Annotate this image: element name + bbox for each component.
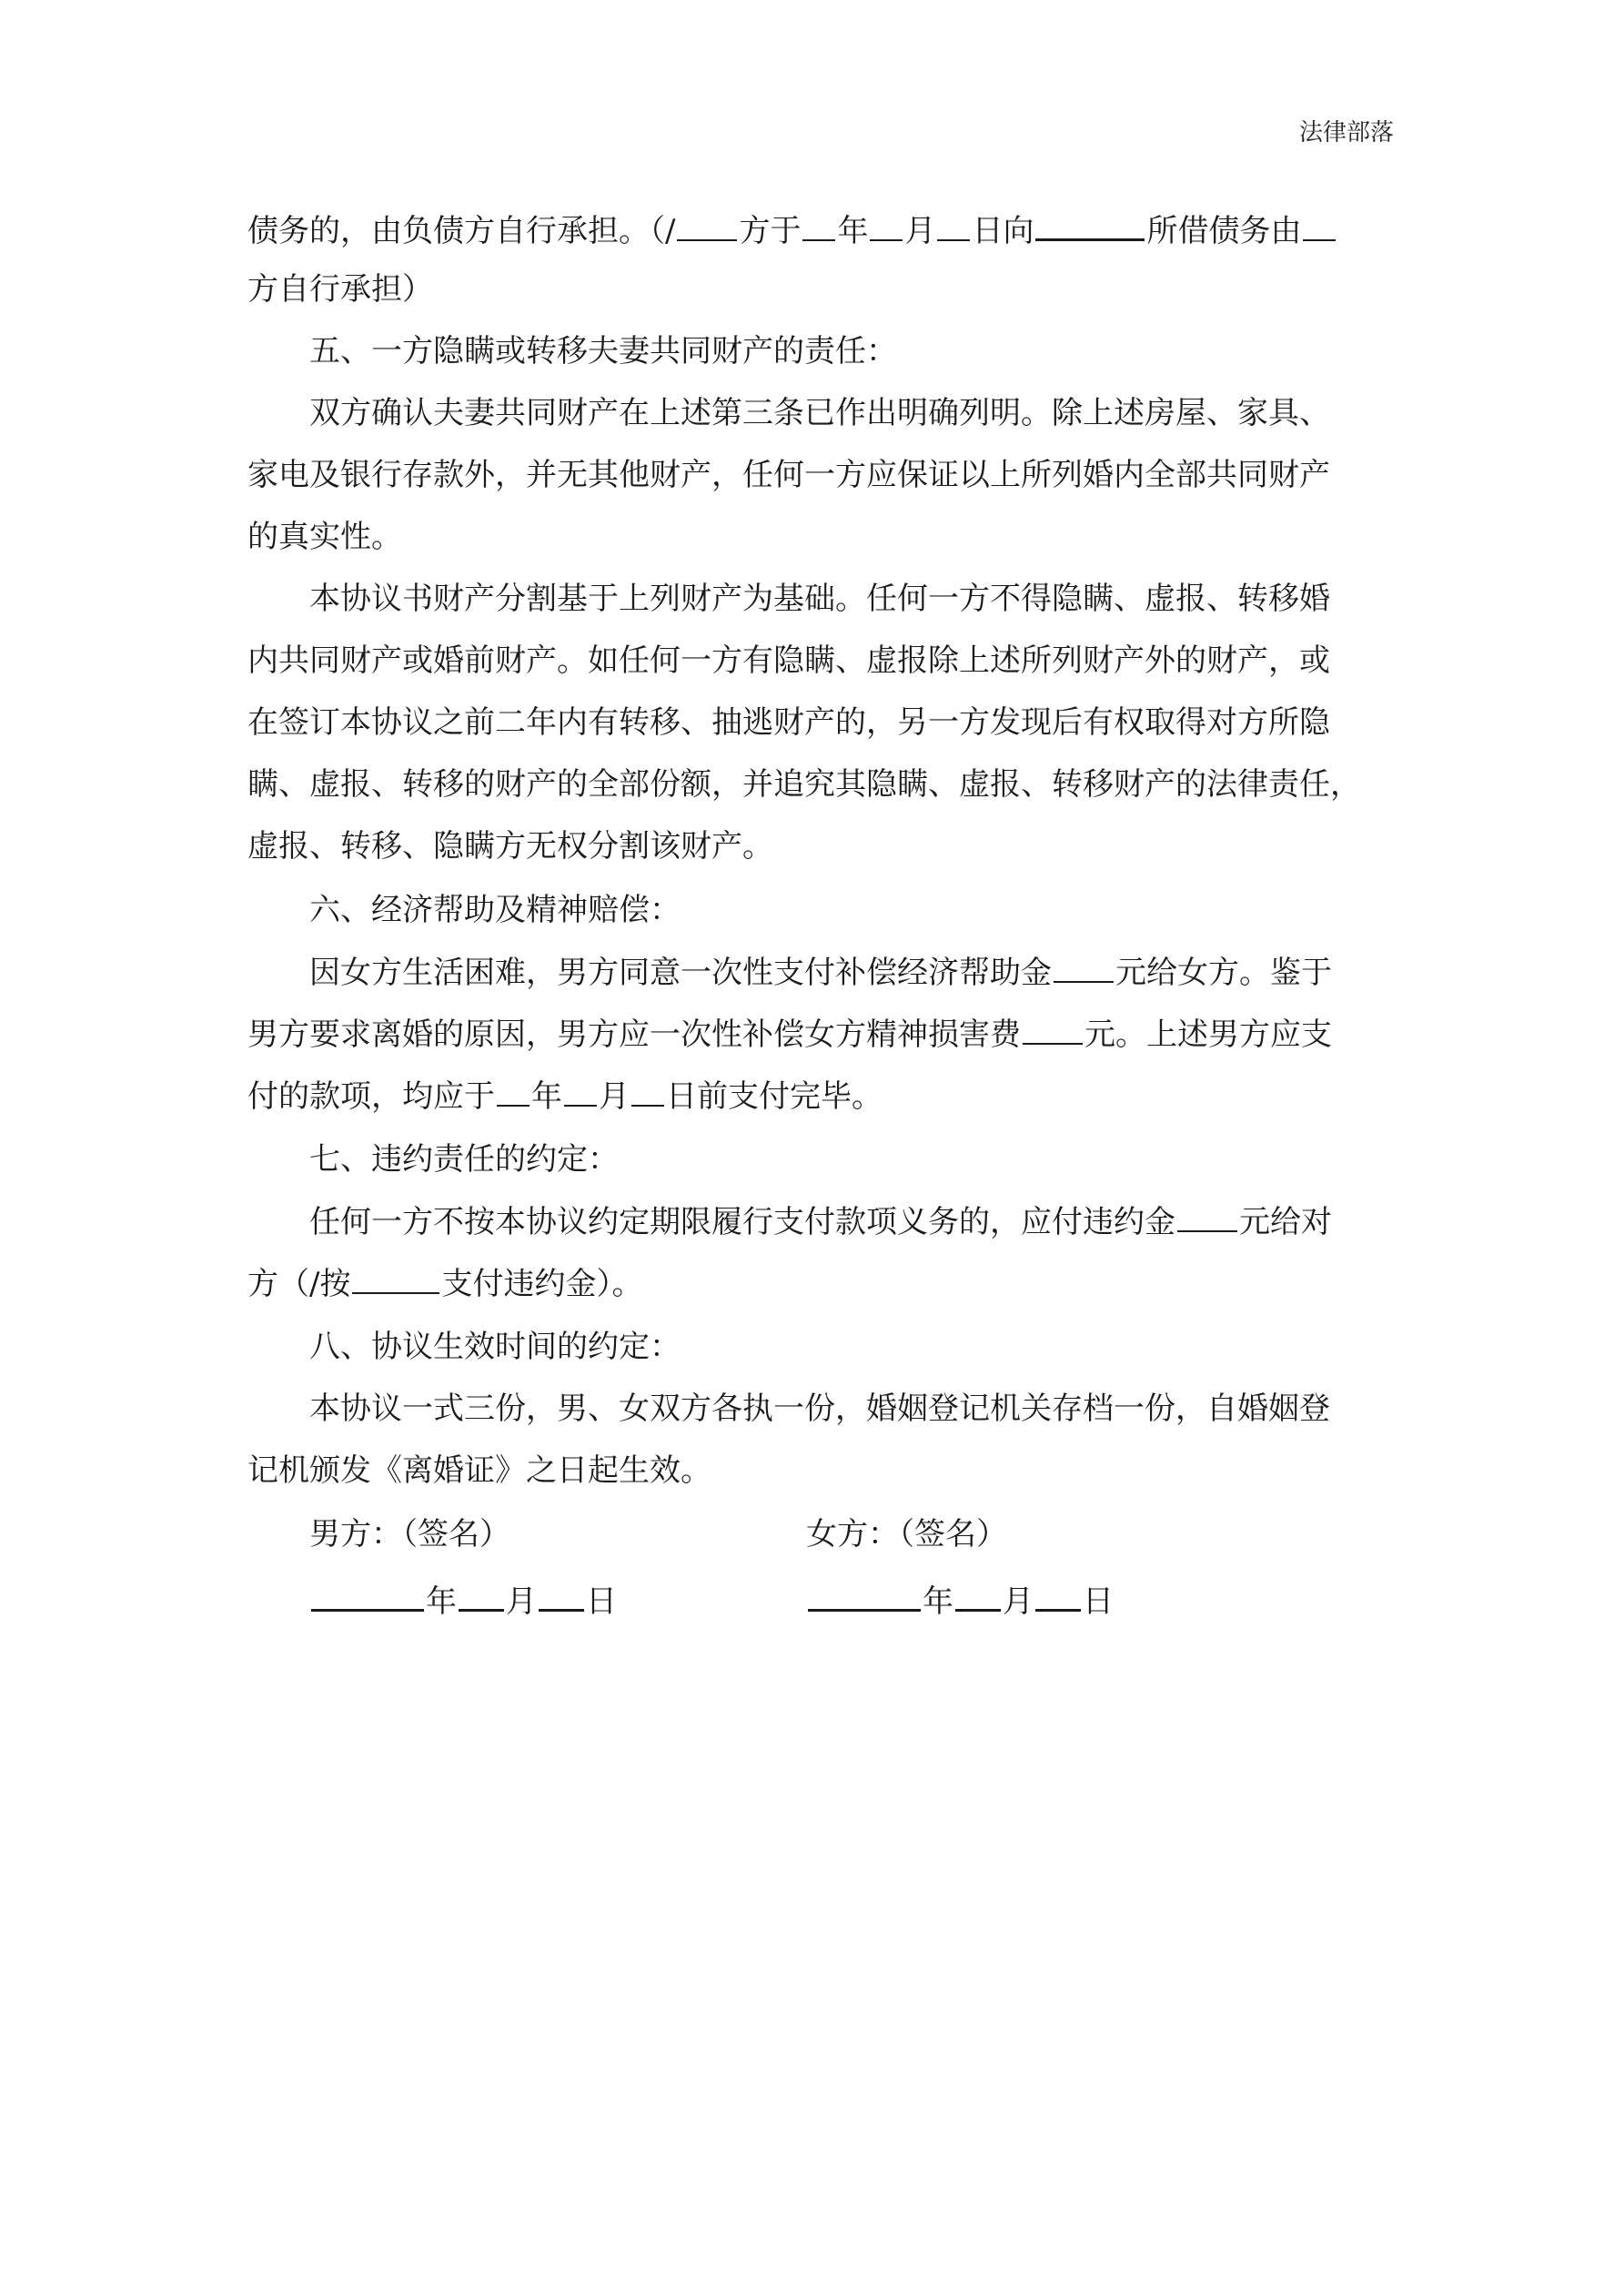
text-line: 付的款项，均应于 年 月 日前支付完毕。 <box>247 1078 883 1115</box>
text-line: 内共同财产或婚前财产。如任何一方有隐瞒、虚报除上述所列财产外的财产，或 <box>247 642 1330 679</box>
female-signature-label: 女方：（签名） <box>806 1516 1007 1553</box>
blank-field <box>1177 1203 1237 1232</box>
text-line: 瞒、虚报、转移的财产的全部份额，并追究其隐瞒、虚报、转移财产的法律责任， <box>247 766 1361 803</box>
blank-field <box>352 1265 439 1294</box>
blank-field <box>1035 211 1145 241</box>
blank-field <box>631 1077 664 1107</box>
text-line: 债务的，由负债方自行承担。（/ 方于 年 月 日向 所借债务由 <box>247 211 1337 249</box>
text-line: 记机颁发《离婚证》之日起生效。 <box>247 1452 711 1489</box>
section-heading-5: 五、一方隐瞒或转移夫妻共同财产的责任： <box>309 333 897 369</box>
blank-field <box>1035 1582 1081 1612</box>
female-signature-date: 年 月 日 <box>806 1582 1114 1620</box>
blank-field <box>539 1582 584 1612</box>
blank-field <box>497 1077 530 1107</box>
text-line: 本协议书财产分割基于上列财产为基础。任何一方不得隐瞒、虚报、转移婚 <box>309 581 1330 617</box>
text-line: 的真实性。 <box>247 519 402 555</box>
text-line: 双方确认夫妻共同财产在上述第三条已作出明确列明。除上述房屋、家具、 <box>309 395 1330 431</box>
blank-field <box>1023 1016 1083 1045</box>
blank-field <box>1054 954 1114 983</box>
blank-field <box>955 1582 1001 1612</box>
text-line: 方（/按 支付违约金）。 <box>247 1266 643 1302</box>
text-line: 因女方生活困难，男方同意一次性支付补偿经济帮助金 元给女方。鉴于 <box>309 955 1332 991</box>
blank-field <box>808 1582 921 1612</box>
text-line: 男方要求离婚的原因，男方应一次性补偿女方精神损害费 元。上述男方应支 <box>247 1017 1332 1053</box>
blank-field <box>870 212 903 241</box>
blank-field <box>459 1582 504 1612</box>
text-line: 在签订本协议之前二年内有转移、抽逃财产的，另一方发现后有权取得对方所隐 <box>247 704 1330 741</box>
blank-field <box>802 212 835 241</box>
section-heading-8: 八、协议生效时间的约定： <box>309 1329 681 1365</box>
section-heading-7: 七、违约责任的约定： <box>309 1141 619 1178</box>
text-line: 方自行承担） <box>247 271 433 308</box>
section-heading-6: 六、经济帮助及精神赔偿： <box>309 892 681 928</box>
text-line: 任何一方不按本协议约定期限履行支付款项义务的，应付违约金 元给对 <box>309 1204 1332 1240</box>
blank-field <box>937 212 970 241</box>
blank-field <box>1303 212 1336 241</box>
page-header: 法律部落 <box>1298 119 1394 147</box>
text-line: 家电及银行存款外，并无其他财产，任何一方应保证以上所列婚内全部共同财产 <box>247 457 1330 493</box>
male-signature-label: 男方：（签名） <box>309 1516 510 1553</box>
blank-field <box>311 1582 424 1612</box>
blank-field <box>677 212 737 241</box>
text-line: 本协议一式三份，男、女双方各执一份，婚姻登记机关存档一份，自婚姻登 <box>309 1391 1330 1427</box>
blank-field <box>564 1077 597 1107</box>
text-line: 虚报、转移、隐瞒方无权分割该财产。 <box>247 828 773 865</box>
male-signature-date: 年 月 日 <box>309 1582 617 1620</box>
